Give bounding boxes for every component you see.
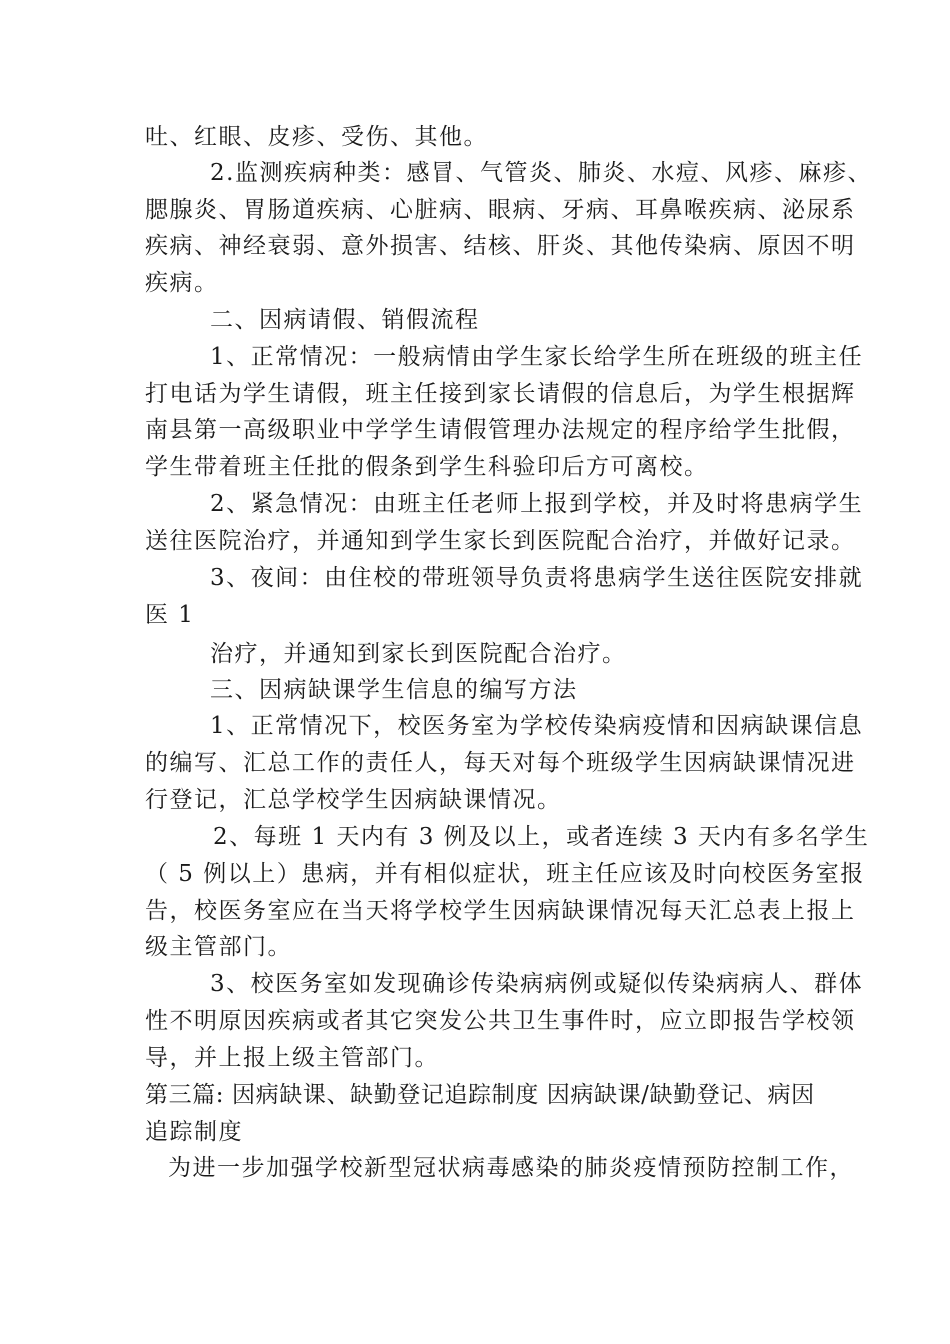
- text-line: 2、紧急情况：由班主任老师上报到学校，并及时将患病学生: [210, 491, 864, 517]
- text-line: 告，校医务室应在当天将学校学生因病缺课情况每天汇总表上报上: [145, 898, 856, 924]
- text-line: 性不明原因疾病或者其它突发公共卫生事件时，应立即报告学校领: [145, 1008, 856, 1034]
- text-line: 1、正常情况：一般病情由学生家长给学生所在班级的班主任: [210, 344, 864, 370]
- text-line: 打电话为学生请假，班主任接到家长请假的信息后，为学生根据辉: [145, 381, 856, 407]
- text-line: 级主管部门。: [145, 934, 292, 960]
- text-line: 腮腺炎、胃肠道疾病、心脏病、眼病、牙病、耳鼻喉疾病、泌尿系: [145, 197, 856, 223]
- chapter-heading: 追踪制度: [145, 1119, 243, 1145]
- text-line: 的编写、汇总工作的责任人，每天对每个班级学生因病缺课情况进: [145, 750, 856, 776]
- text-line: 行登记，汇总学校学生因病缺课情况。: [145, 787, 562, 813]
- text-line: 疾病、神经衰弱、意外损害、结核、肝炎、其他传染病、原因不明: [145, 233, 856, 259]
- text-line: 学生带着班主任批的假条到学生科验印后方可离校。: [145, 454, 709, 480]
- text-line: 3、夜间：由住校的带班领导负责将患病学生送往医院安排就: [210, 565, 864, 591]
- text-line: 1、正常情况下，校医务室为学校传染病疫情和因病缺课信息: [210, 713, 864, 739]
- text-line: 送往医院治疗，并通知到学生家长到医院配合治疗，并做好记录。: [145, 528, 856, 554]
- text-line: 2.监测疾病种类：感冒、气管炎、肺炎、水痘、风疹、麻疹、: [210, 160, 872, 186]
- text-line: 南县第一高级职业中学学生请假管理办法规定的程序给学生批假，: [145, 417, 856, 443]
- text-line: 吐、红眼、皮疹、受伤、其他。: [145, 124, 488, 150]
- section-heading: 二、因病请假、销假流程: [210, 307, 480, 333]
- text-line: 2、每班 1 天内有 3 例及以上，或者连续 3 天内有多名学生: [213, 824, 870, 850]
- section-heading: 三、因病缺课学生信息的编写方法: [210, 677, 578, 703]
- text-line: （ 5 例以上）患病，并有相似症状，班主任应该及时向校医务室报: [145, 861, 865, 887]
- chapter-heading: 第三篇: 因病缺课、缺勤登记追踪制度 因病缺课/缺勤登记、病因: [145, 1082, 815, 1108]
- text-line: 为进一步加强学校新型冠状病毒感染的肺炎疫情预防控制工作，: [168, 1155, 854, 1181]
- text-line: 3、校医务室如发现确诊传染病病例或疑似传染病病人、群体: [210, 971, 864, 997]
- text-line: 疾病。: [145, 270, 219, 296]
- text-line: 导，并上报上级主管部门。: [145, 1045, 439, 1071]
- text-line: 医 1: [145, 602, 195, 628]
- text-line: 治疗，并通知到家长到医院配合治疗。: [210, 641, 627, 667]
